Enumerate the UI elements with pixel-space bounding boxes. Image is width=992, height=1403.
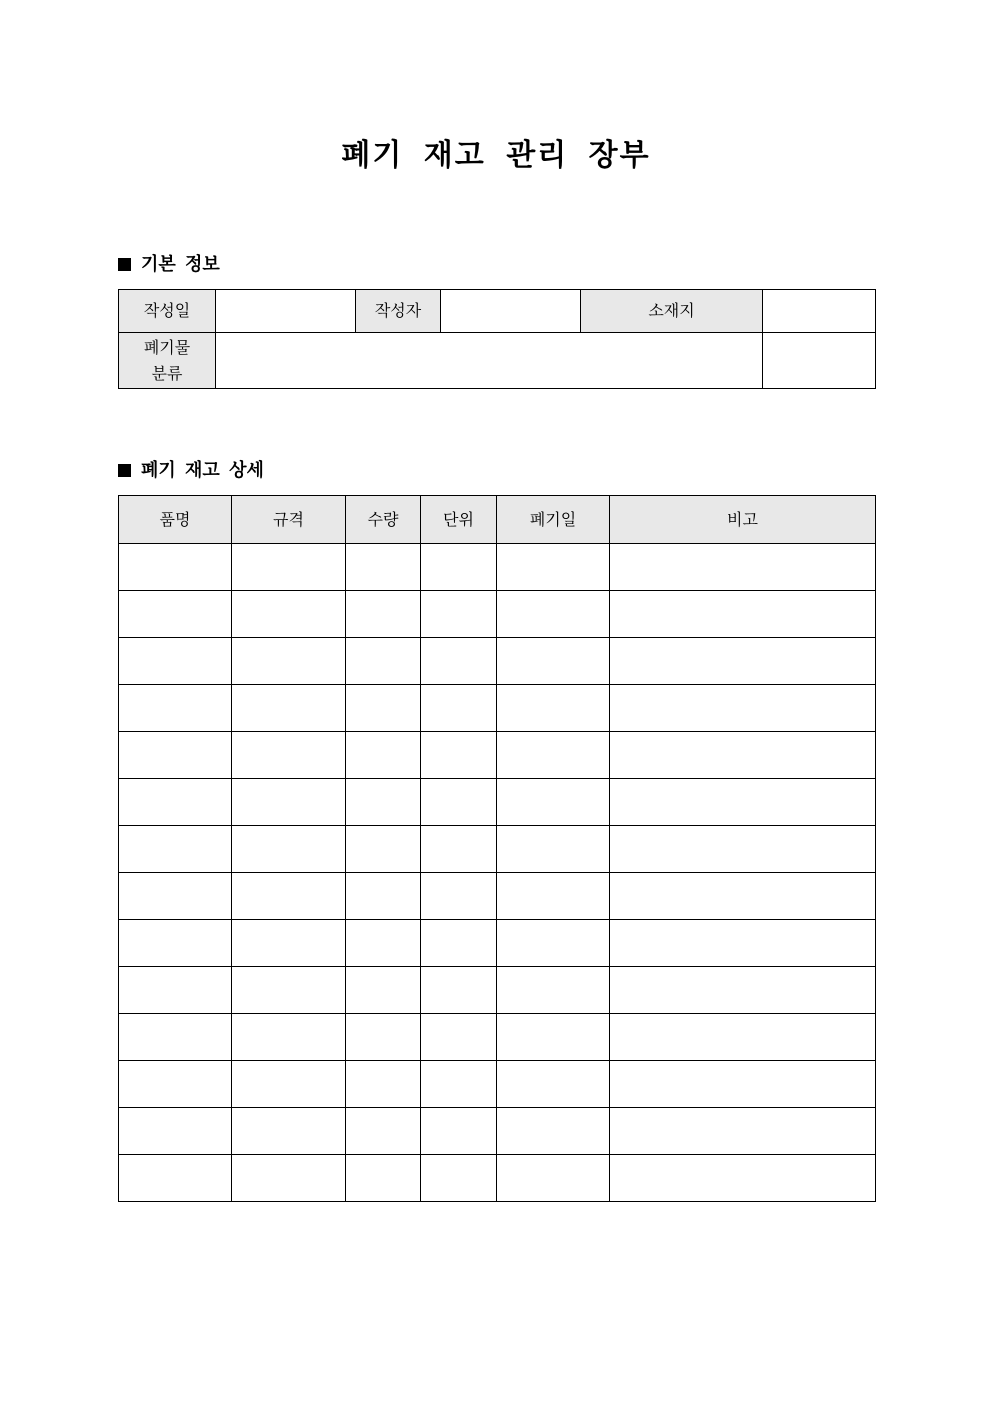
disposal-date-cell[interactable]: [497, 544, 610, 591]
table-row: [119, 920, 876, 967]
remarks-cell[interactable]: [610, 1108, 876, 1155]
basic-info-row-1: [119, 290, 876, 333]
table-row: [119, 732, 876, 779]
column-header-quantity: 수량: [346, 496, 421, 544]
quantity-cell[interactable]: [346, 732, 421, 779]
quantity-cell[interactable]: [346, 638, 421, 685]
table-row: [119, 1061, 876, 1108]
table-row: [119, 779, 876, 826]
remarks-cell[interactable]: [610, 873, 876, 920]
table-row: [119, 967, 876, 1014]
disposal-date-cell[interactable]: [497, 1108, 610, 1155]
quantity-cell[interactable]: [346, 591, 421, 638]
item-name-cell[interactable]: [119, 779, 232, 826]
table-row: [119, 873, 876, 920]
author-field[interactable]: [441, 290, 581, 333]
remarks-cell[interactable]: [610, 779, 876, 826]
remarks-cell[interactable]: [610, 1061, 876, 1108]
basic-info-row-2: [119, 333, 876, 389]
remarks-cell[interactable]: [610, 1155, 876, 1202]
item-name-cell[interactable]: [119, 967, 232, 1014]
item-name-cell[interactable]: [119, 1108, 232, 1155]
item-name-cell[interactable]: [119, 920, 232, 967]
disposal-date-cell[interactable]: [497, 591, 610, 638]
table-row: [119, 1108, 876, 1155]
quantity-cell[interactable]: [346, 779, 421, 826]
location-field[interactable]: [763, 290, 876, 333]
spec-cell[interactable]: [232, 967, 346, 1014]
remarks-cell[interactable]: [610, 591, 876, 638]
location-label: 소재지: [581, 290, 763, 333]
spec-cell[interactable]: [232, 1014, 346, 1061]
quantity-cell[interactable]: [346, 873, 421, 920]
unit-cell[interactable]: [421, 591, 497, 638]
spec-cell[interactable]: [232, 873, 346, 920]
unit-cell[interactable]: [421, 920, 497, 967]
table-row: [119, 591, 876, 638]
disposal-date-cell[interactable]: [497, 779, 610, 826]
quantity-cell[interactable]: [346, 1108, 421, 1155]
disposal-date-cell[interactable]: [497, 1061, 610, 1108]
quantity-cell[interactable]: [346, 1061, 421, 1108]
quantity-cell[interactable]: [346, 544, 421, 591]
category-extra-field[interactable]: [763, 333, 876, 389]
item-name-cell[interactable]: [119, 1155, 232, 1202]
spec-cell[interactable]: [232, 1061, 346, 1108]
unit-cell[interactable]: [421, 873, 497, 920]
quantity-cell[interactable]: [346, 967, 421, 1014]
unit-cell[interactable]: [421, 1108, 497, 1155]
quantity-cell[interactable]: [346, 1155, 421, 1202]
item-name-cell[interactable]: [119, 873, 232, 920]
column-header-spec: 규격: [232, 496, 346, 544]
item-name-cell[interactable]: [119, 826, 232, 873]
unit-cell[interactable]: [421, 544, 497, 591]
disposal-date-cell[interactable]: [497, 685, 610, 732]
quantity-cell[interactable]: [346, 920, 421, 967]
column-header-unit: 단위: [421, 496, 497, 544]
column-header-item-name: 품명: [119, 496, 232, 544]
details-heading: [118, 458, 264, 484]
spec-cell[interactable]: [232, 732, 346, 779]
remarks-cell[interactable]: [610, 685, 876, 732]
square-bullet-icon: [118, 258, 131, 271]
spec-cell[interactable]: [232, 685, 346, 732]
item-name-cell[interactable]: [119, 544, 232, 591]
remarks-cell[interactable]: [610, 732, 876, 779]
spec-cell[interactable]: [232, 1108, 346, 1155]
disposal-date-cell[interactable]: [497, 1155, 610, 1202]
disposal-date-cell[interactable]: [497, 732, 610, 779]
quantity-cell[interactable]: [346, 1014, 421, 1061]
table-row: [119, 826, 876, 873]
spec-cell[interactable]: [232, 826, 346, 873]
spec-cell[interactable]: [232, 1155, 346, 1202]
detail-table: [118, 495, 876, 1202]
disposal-date-cell[interactable]: [497, 638, 610, 685]
table-row: [119, 544, 876, 591]
remarks-cell[interactable]: [610, 826, 876, 873]
unit-cell[interactable]: [421, 732, 497, 779]
column-header-remarks: 비고: [610, 496, 876, 544]
spec-cell[interactable]: [232, 638, 346, 685]
item-name-cell[interactable]: [119, 1014, 232, 1061]
date-field[interactable]: [216, 290, 356, 333]
remarks-cell[interactable]: [610, 967, 876, 1014]
unit-cell[interactable]: [421, 1014, 497, 1061]
basic-info-table: [118, 289, 876, 389]
item-name-cell[interactable]: [119, 685, 232, 732]
remarks-cell[interactable]: [610, 638, 876, 685]
category-label: [119, 333, 216, 389]
unit-cell[interactable]: [421, 1155, 497, 1202]
page-title: 폐기 재고 관리 장부: [341, 138, 651, 173]
item-name-cell[interactable]: [119, 732, 232, 779]
unit-cell[interactable]: [421, 779, 497, 826]
quantity-cell[interactable]: [346, 826, 421, 873]
quantity-cell[interactable]: [346, 685, 421, 732]
item-name-cell[interactable]: [119, 591, 232, 638]
disposal-date-cell[interactable]: [497, 826, 610, 873]
column-header-disposal-date: 폐기일: [497, 496, 610, 544]
unit-cell[interactable]: [421, 967, 497, 1014]
disposal-date-cell[interactable]: [497, 873, 610, 920]
spec-cell[interactable]: [232, 779, 346, 826]
author-label: 작성자: [356, 290, 441, 333]
spec-cell[interactable]: [232, 920, 346, 967]
table-row: [119, 638, 876, 685]
unit-cell[interactable]: [421, 1061, 497, 1108]
spec-cell[interactable]: [232, 544, 346, 591]
details-heading-text: 폐기 재고 상세: [141, 460, 264, 481]
disposal-date-cell[interactable]: [497, 920, 610, 967]
remarks-cell[interactable]: [610, 1014, 876, 1061]
basic-info-heading-text: 기본 정보: [141, 254, 220, 275]
square-bullet-icon: [118, 464, 131, 477]
table-row: [119, 1014, 876, 1061]
disposal-date-cell[interactable]: [497, 967, 610, 1014]
date-label: 작성일: [119, 290, 216, 333]
unit-cell[interactable]: [421, 826, 497, 873]
basic-info-heading: [118, 252, 220, 278]
table-row: [119, 685, 876, 732]
spec-cell[interactable]: [232, 591, 346, 638]
table-row: [119, 1155, 876, 1202]
remarks-cell[interactable]: [610, 920, 876, 967]
remarks-cell[interactable]: [610, 544, 876, 591]
category-label-text: 폐기물 분류: [143, 337, 191, 383]
unit-cell[interactable]: [421, 685, 497, 732]
category-field[interactable]: [216, 333, 763, 389]
unit-cell[interactable]: [421, 638, 497, 685]
disposal-date-cell[interactable]: [497, 1014, 610, 1061]
detail-header-row: [119, 496, 876, 544]
item-name-cell[interactable]: [119, 638, 232, 685]
item-name-cell[interactable]: [119, 1061, 232, 1108]
